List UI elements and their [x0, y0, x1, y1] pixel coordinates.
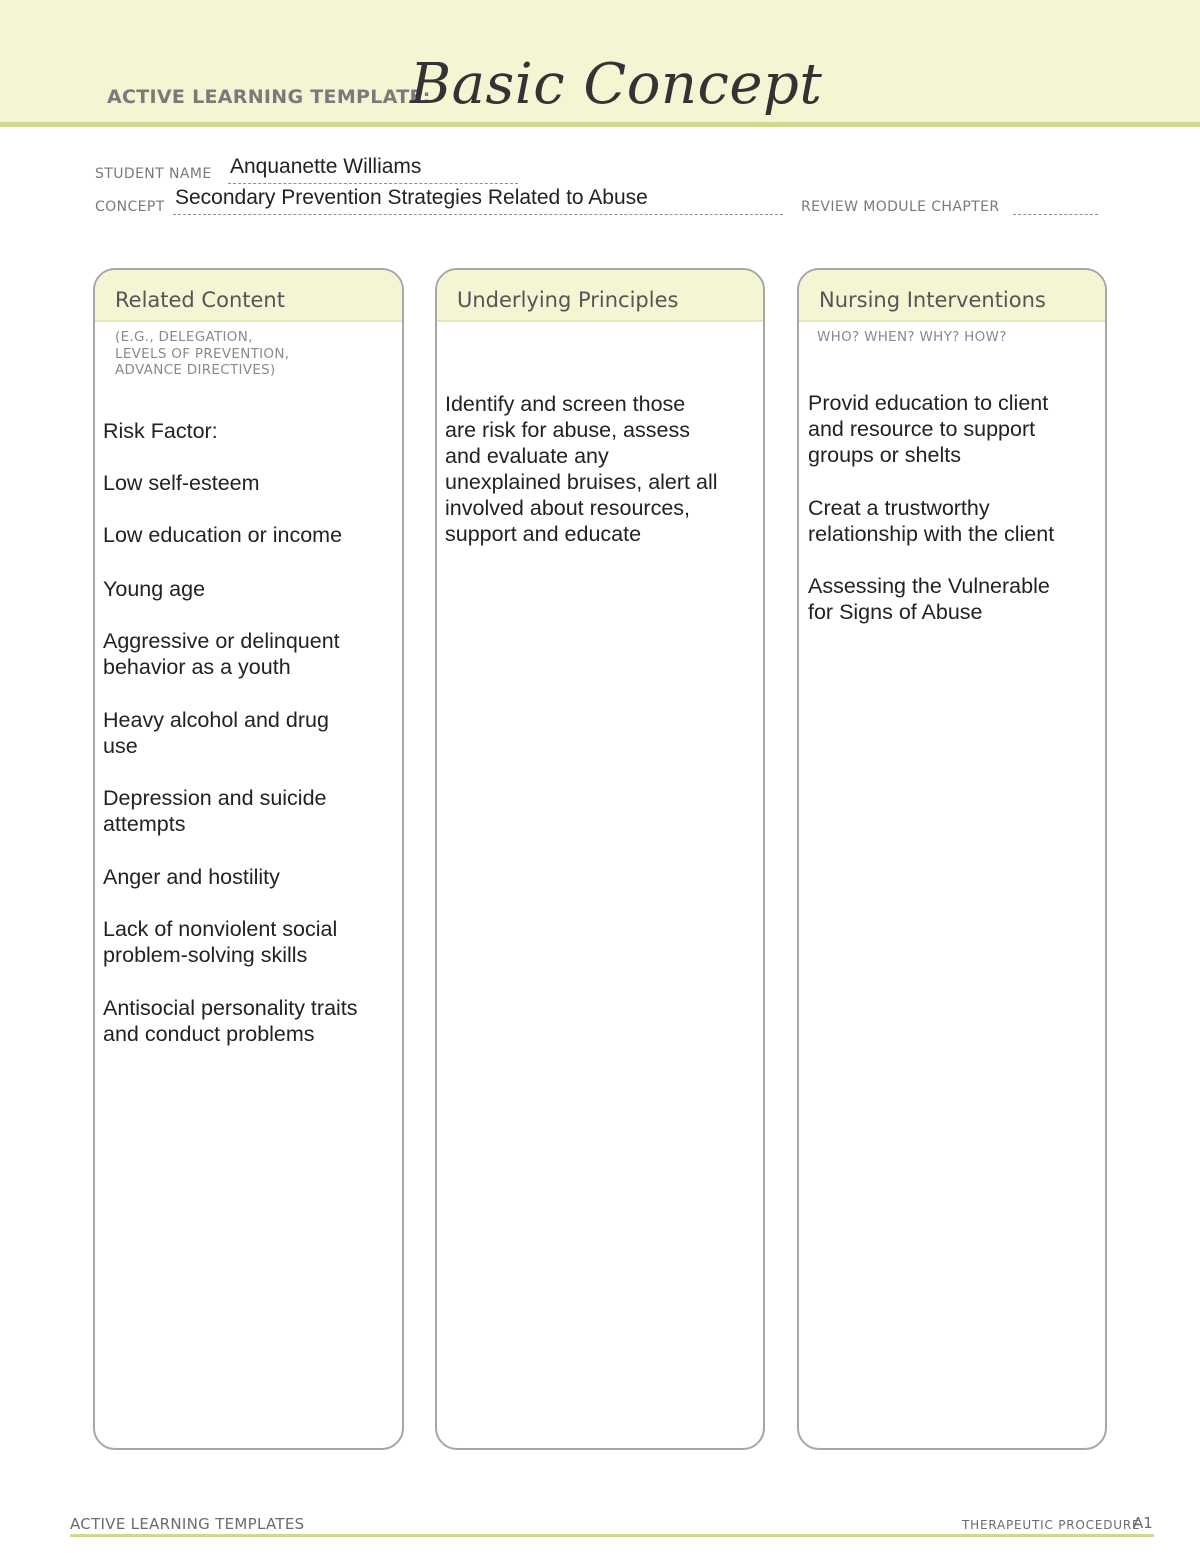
related-content-panel	[93, 268, 404, 1450]
concept-line	[173, 214, 783, 215]
related-item-aggressive-behavior: Aggressive or delinquent behavior as a youth	[103, 629, 340, 679]
footer-right-label: THERAPEUTIC PROCEDURE	[962, 1518, 1141, 1532]
related-item-problem-solving: Lack of nonviolent social problem-solving skills	[103, 917, 338, 967]
related-item-depression: Depression and suicide attempts	[103, 786, 327, 836]
intervention-trust: Creat a trustworthy relationship with the client	[808, 496, 1055, 546]
footer-left-label: ACTIVE LEARNING TEMPLATES	[70, 1515, 305, 1533]
underlying-principles-title: Underlying Principles	[437, 270, 763, 322]
footer-rule	[70, 1534, 1154, 1537]
review-module-chapter-line[interactable]	[1013, 214, 1098, 215]
nursing-interventions-subtitle: WHO? WHEN? WHY? HOW?	[817, 329, 1007, 345]
related-item-anger: Anger and hostility	[103, 865, 280, 889]
intervention-assessing: Assessing the Vulnerable for Signs of Abuse	[808, 574, 1050, 624]
student-name-value[interactable]: Anquanette Williams	[230, 155, 422, 178]
review-module-chapter-label: REVIEW MODULE CHAPTER	[801, 199, 1000, 215]
student-name-label: STUDENT NAME	[95, 166, 212, 182]
principles-text: Identify and screen those are risk for abuse, assess and evaluate any unexplained bruises, alert all involved about resources, support and educate	[445, 392, 718, 546]
related-item-alcohol-drug-use: Heavy alcohol and drug use	[103, 708, 329, 758]
related-item-low-education: Low education or income	[103, 523, 343, 547]
footer-page-number: A1	[1133, 1514, 1153, 1532]
related-content-title: Related Content	[95, 270, 402, 322]
concept-value[interactable]: Secondary Prevention Strategies Related to Abuse	[175, 186, 648, 209]
template-title: Basic Concept	[410, 52, 823, 117]
related-item-risk-factor: Risk Factor:	[103, 419, 218, 443]
nursing-interventions-title: Nursing Interventions	[799, 270, 1105, 322]
related-item-antisocial-traits: Antisocial personality traits and conduct problems	[103, 996, 358, 1046]
related-item-low-self-esteem: Low self-esteem	[103, 471, 260, 495]
header-rule	[0, 122, 1200, 127]
related-item-young-age: Young age	[103, 577, 206, 601]
template-label: ACTIVE LEARNING TEMPLATE:	[107, 86, 431, 108]
student-name-line	[228, 183, 518, 184]
concept-label: CONCEPT	[95, 199, 165, 215]
related-content-subtitle: (E.G., DELEGATION, LEVELS OF PREVENTION, ADVANCE DIRECTIVES)	[115, 329, 290, 378]
intervention-education: Provid education to client and resource to support groups or shelts	[808, 391, 1049, 467]
